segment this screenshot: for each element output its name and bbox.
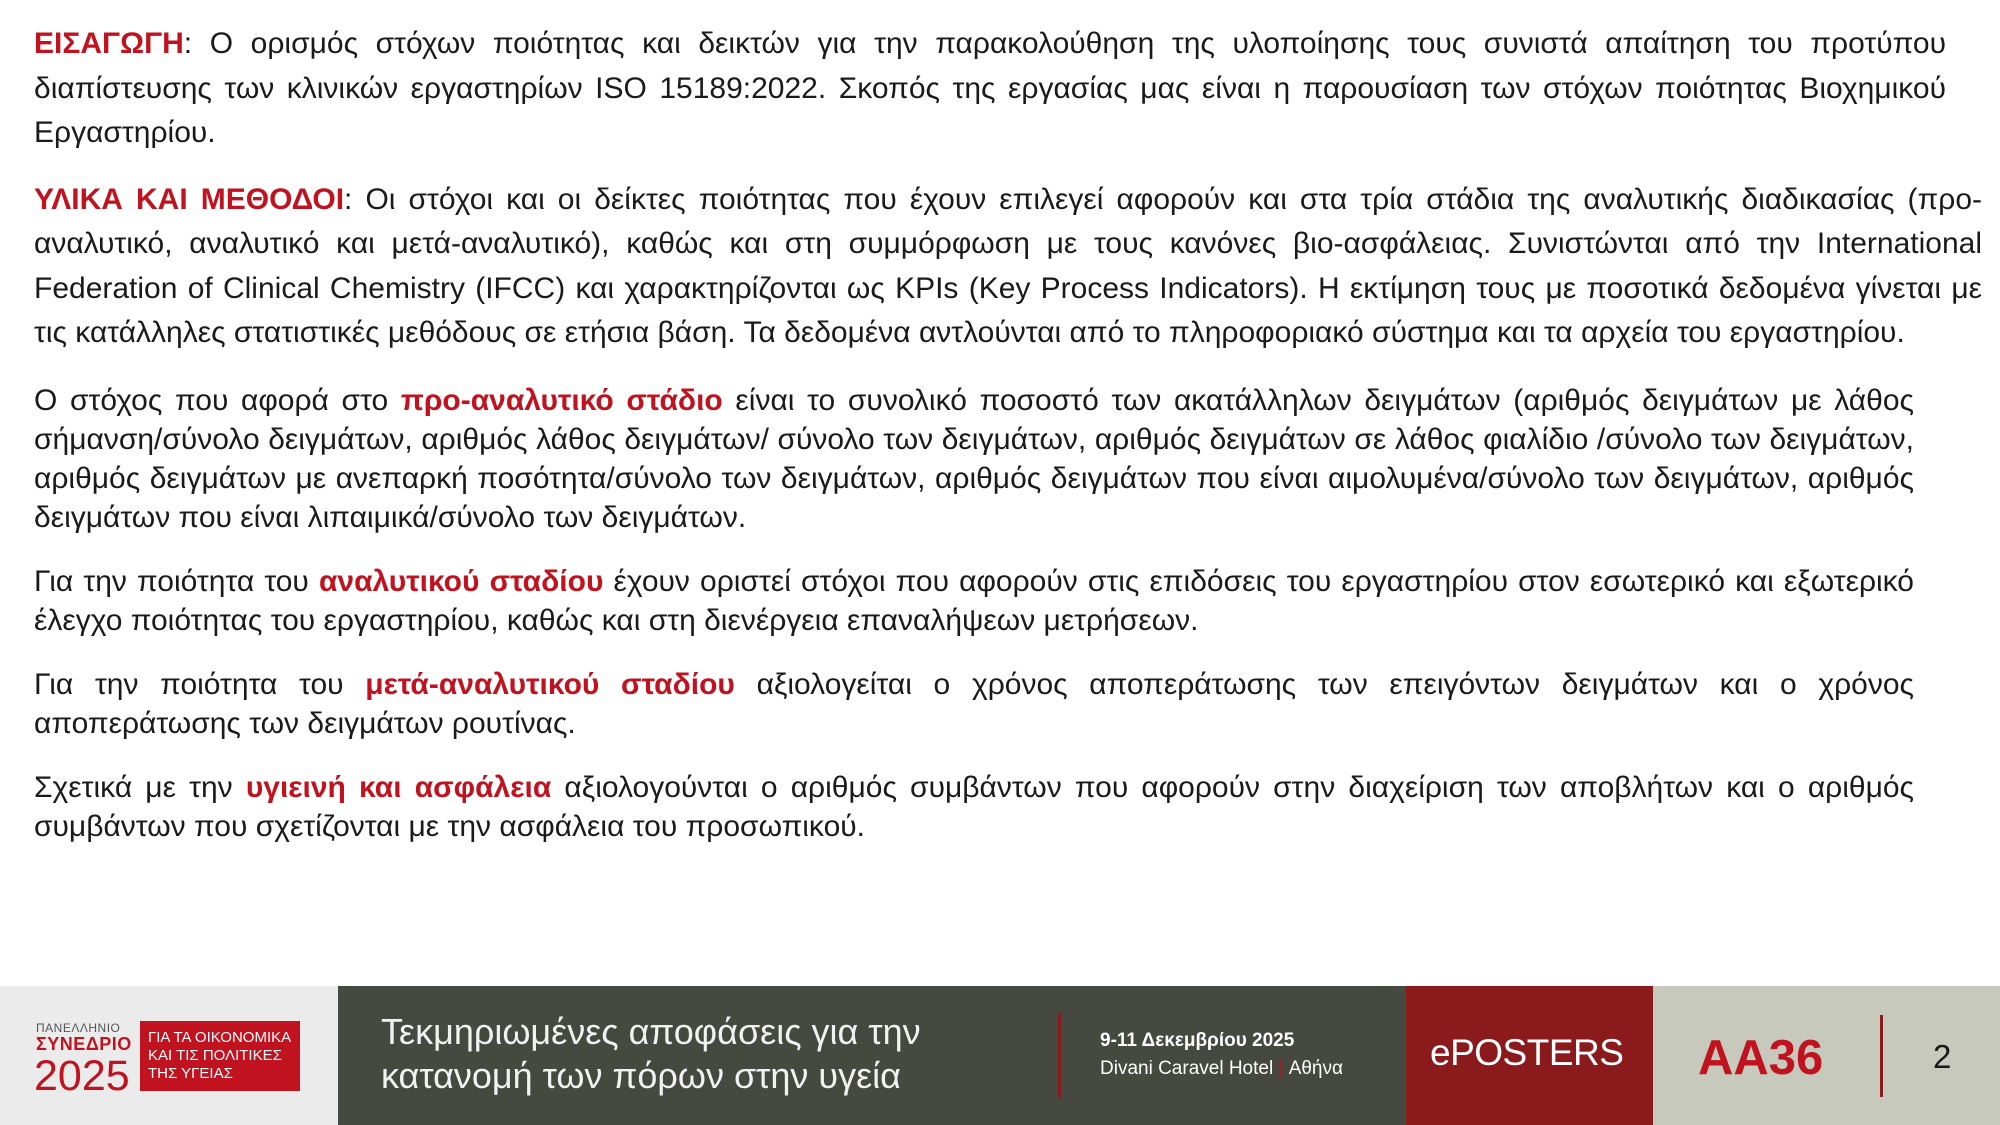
- poster-code: AA36: [1698, 1031, 1824, 1085]
- pre-analytical-paragraph: [34, 381, 1914, 537]
- eposters-panel: [1406, 986, 1653, 1125]
- analytical-keyword: αναλυτικού σταδίου: [318, 564, 604, 598]
- methods-text: : Οι στόχοι και οι δείκτες ποιότητας που έχουν επιλεγεί αφορούν και στα τρία στάδια της αναλυτικής διαδικασίας (προ-αναλυτικό, αναλυτικό και μετά-αναλυτικό), καθώς και στη συμμόρφωση με τους κανόνες βιο-ασφάλειας. Συνιστώνται από την International Federation of Clinical Chemistry (IFCC) και χαρακτηρίζονται ως KPIs (Key Process Indicators). Η εκτίμηση τους με ποσοτικά δεδομένα γίνεται με τις κατάλληλες στατιστικές μεθόδους σε ετήσια βάση. Τα δεδομένα αντλούνται από το πληροφοριακό σύστημα και τα αρχεία του εργαστηρίου.: [34, 182, 1982, 349]
- logo-box-text: ΓΙΑ ΤΑ ΟΙΚΟΝΟΜΙΚΑ ΚΑΙ ΤΙΣ ΠΟΛΙΤΙΚΕΣ ΤΗΣ ΥΓΕΙΑΣ: [148, 1029, 292, 1082]
- pre-analytical-text: είναι το συνολικό ποσοστό των ακατάλληλων δειγμάτων (αριθμός δειγμάτων με λάθος σήμανση/σύνολο δειγμάτων, αριθμός λάθος δειγμάτων/ σύνολο των δειγμάτων, αριθμός δειγμάτων σε λάθος φιαλίδιο /σύνολο των δειγμάτων, αριθμός δειγμάτων με ανεπαρκή ποσότητα/σύνολο των δειγμάτων, αριθμός δειγμάτων που είναι αιμολυμένα/σύνολο των δειγμάτων, αριθμός δειγμάτων που είναι λιπαιμικά/σύνολο των δειγμάτων.: [34, 383, 1914, 534]
- post-analytical-text: αξιολογείται ο χρόνος αποπεράτωσης των επειγόντων δειγμάτων και ο χρόνος αποπεράτωσης των δειγμάτων ρουτίνας.: [34, 667, 1915, 740]
- pre-analytical-keyword: προ-αναλυτικό στάδιο: [400, 383, 723, 417]
- methods-heading: ΥΛΙΚΑ ΚΑΙ ΜΕΘΟΔΟΙ: [34, 182, 345, 216]
- logo-year: 2025: [34, 1052, 130, 1100]
- congress-date: 9-11 Δεκεμβρίου 2025: [1100, 1030, 1295, 1051]
- logo-line1: ΠΑΝΕΛΛΗΝΙΟ: [36, 1021, 121, 1035]
- poster-footer: [0, 986, 2000, 1125]
- intro-text: : Ο ορισμός στόχων ποιότητας και δεικτών για την παρακολούθηση της υλοποίησης τους συνιστά απαίτηση του προτύπου διαπίστευσης των κλινικών εργαστηρίων ISO 15189:2022. Σκοπός της εργασίας μας είναι η παρουσίαση των στόχων ποιότητας Βιοχημικού Εργαστηρίου.: [34, 27, 1946, 149]
- venue-name: Divani Caravel Hotel: [1100, 1058, 1274, 1079]
- post-analytical-lead: Για την ποιότητα του: [34, 667, 366, 701]
- safety-paragraph: [34, 768, 1914, 846]
- post-analytical-keyword: μετά-αναλυτικού σταδίου: [365, 667, 735, 701]
- eposters-label: ePOSTERS: [1430, 1032, 1624, 1073]
- congress-venue: [1100, 1058, 1343, 1080]
- logo-line2: ΣΥΝΕΔΡΙΟ: [36, 1034, 132, 1054]
- safety-keyword: υγιεινή και ασφάλεια: [245, 770, 552, 804]
- code-divider: [1880, 1015, 1883, 1097]
- page-number: 2: [1933, 1038, 1952, 1075]
- safety-text: αξιολογούνται ο αριθμός συμβάντων που αφορούν στην διαχείριση των αποβλήτων και ο αριθμός συμβάντων που σχετίζονται με την ασφάλεια του προσωπικού.: [34, 770, 1915, 843]
- analytical-paragraph: [34, 562, 1914, 640]
- methods-paragraph: [34, 178, 1982, 356]
- pre-analytical-lead: Ο στόχος που αφορά στο: [34, 383, 401, 417]
- congress-title: Τεκμηριωμένες αποφάσεις για την κατανομή των πόρων στην υγεία: [381, 1011, 921, 1096]
- logo-box: [140, 1021, 300, 1091]
- safety-lead: Σχετικά με την: [34, 770, 246, 804]
- intro-heading: ΕΙΣΑΓΩΓΗ: [34, 27, 184, 60]
- analytical-lead: Για την ποιότητα του: [34, 564, 319, 598]
- congress-logo: [0, 986, 338, 1125]
- post-analytical-paragraph: [34, 665, 1914, 743]
- poster-content: [34, 22, 1982, 846]
- venue-separator: |: [1278, 1058, 1284, 1079]
- footer-title-panel: [338, 986, 1406, 1125]
- venue-city: Αθήνα: [1288, 1058, 1343, 1079]
- footer-divider: [1058, 1013, 1061, 1098]
- intro-paragraph: [34, 22, 1946, 156]
- poster-code-panel: [1653, 986, 2000, 1125]
- analytical-text: έχουν οριστεί στόχοι που αφορούν στις επιδόσεις του εργαστηρίου στον εσωτερικό και εξωτερικό έλεγχο ποιότητας του εργαστηρίου, καθώς και στη διενέργεια επαναλήψεων μετρήσεων.: [34, 564, 1914, 637]
